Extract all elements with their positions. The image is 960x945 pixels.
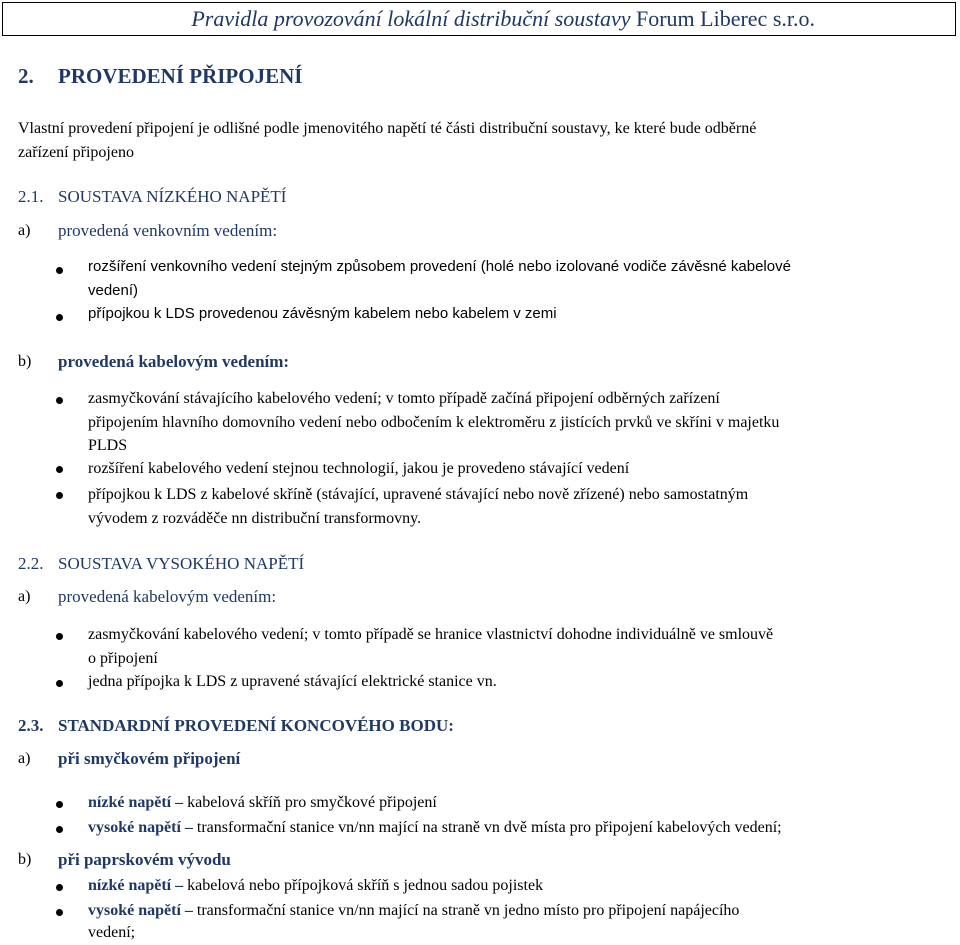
section-2-intro-line1: Vlastní provedení připojení je odlišné podle jmenovitého napětí té části distribuční soustavy, ke které bude odběrné: [18, 120, 757, 137]
bullet-icon: [56, 314, 63, 321]
list-item-line: připojením hlavního domovního vedení nebo odbočením k elektroměru z jistících prvků ve skříni v majetku: [88, 414, 780, 431]
list-item: [88, 898, 739, 923]
list-item-line: vývodem z rozváděče nn distribuční transformovny.: [88, 510, 422, 527]
section-2-title: PROVEDENÍ PŘIPOJENÍ: [58, 64, 303, 88]
list-item-bold-label: vysoké napětí –: [88, 902, 193, 919]
list-item-text: transformační stanice vn/nn mající na straně vn dvě místa pro připojení kabelových vedení;: [192, 819, 782, 836]
section-2-1-number: 2.1.: [18, 187, 44, 206]
bullet-icon: [56, 884, 63, 891]
header-italic-text: Pravidla provozování lokální distribuční soustavy: [191, 6, 631, 31]
list-item-bold-label: nízké napětí –: [88, 794, 184, 811]
bullet-icon: [56, 826, 63, 833]
list-letter-a: a): [18, 588, 31, 605]
list-item-text: transformační stanice vn/nn mající na straně vn jedno místo pro připojení napájecího: [192, 902, 740, 919]
section-2-1-title: SOUSTAVA NÍZKÉHO NAPĚTÍ: [58, 187, 287, 206]
list-item-line: o připojení: [88, 650, 158, 667]
section-2-number: 2.: [18, 64, 34, 88]
list-item-line: rozšíření venkovního vedení stejným způsobem provedení (holé nebo izolované vodiče závěsné kabelové: [88, 258, 791, 275]
list-item: [88, 790, 437, 815]
list-letter-b: b): [18, 851, 32, 868]
list-item-line: přípojkou k LDS provedenou závěsným kabelem nebo kabelem v zemi: [88, 305, 557, 322]
list-item-line: zasmyčkování stávajícího kabelového vedení; v tomto případě začíná připojení odběrných zařízení: [88, 390, 720, 407]
list-item-line: jedna přípojka k LDS z upravené stávající elektrické stanice vn.: [88, 673, 497, 690]
subsection-title: provedená kabelovým vedením:: [58, 352, 290, 371]
bullet-icon: [56, 633, 63, 640]
list-item-text: kabelová nebo přípojková skříň s jednou sadou pojistek: [183, 877, 544, 894]
bullet-icon: [56, 492, 63, 499]
page-header: [2, 2, 956, 36]
subsection-title: provedená venkovním vedením:: [58, 221, 278, 240]
list-item-line: PLDS: [88, 437, 128, 454]
list-letter-a: a): [18, 750, 31, 767]
bullet-icon: [56, 680, 63, 687]
section-2-2-title: SOUSTAVA VYSOKÉHO NAPĚTÍ: [58, 554, 305, 573]
list-item: [88, 873, 543, 898]
bullet-icon: [56, 909, 63, 916]
list-item-line: přípojkou k LDS z kabelové skříně (stávající, upravené stávající nebo nově zřízené) nebo samostatným: [88, 486, 749, 503]
list-item-bold-label: nízké napětí –: [88, 877, 184, 894]
bullet-icon: [56, 397, 63, 404]
list-item-line: vedení;: [88, 924, 136, 941]
subsection-title: provedená kabelovým vedením:: [58, 587, 277, 606]
subsection-title: při paprskovém vývodu: [58, 850, 231, 869]
list-item: [88, 815, 782, 840]
list-letter-a: a): [18, 222, 31, 239]
section-2-intro-line2: zařízení připojeno: [18, 144, 134, 161]
list-item-line: vedení): [88, 282, 139, 299]
section-2-3-title: STANDARDNÍ PROVEDENÍ KONCOVÉHO BODU:: [58, 716, 454, 735]
bullet-icon: [56, 267, 63, 274]
bullet-icon: [56, 466, 63, 473]
bullet-icon: [56, 801, 63, 808]
section-2-2-number: 2.2.: [18, 554, 44, 573]
list-letter-b: b): [18, 353, 32, 370]
list-item-text: kabelová skříň pro smyčkové připojení: [183, 794, 437, 811]
section-2-3-number: 2.3.: [18, 716, 44, 735]
list-item-bold-label: vysoké napětí –: [88, 819, 193, 836]
subsection-title: při smyčkovém připojení: [58, 749, 241, 768]
list-item-line: zasmyčkování kabelového vedení; v tomto případě se hranice vlastnictví dohodne individuálně ve smlouvě: [88, 626, 774, 643]
header-company-text: Forum Liberec s.r.o.: [635, 6, 815, 31]
list-item-line: rozšíření kabelového vedení stejnou technologií, jakou je provedeno stávající vedení: [88, 460, 630, 477]
